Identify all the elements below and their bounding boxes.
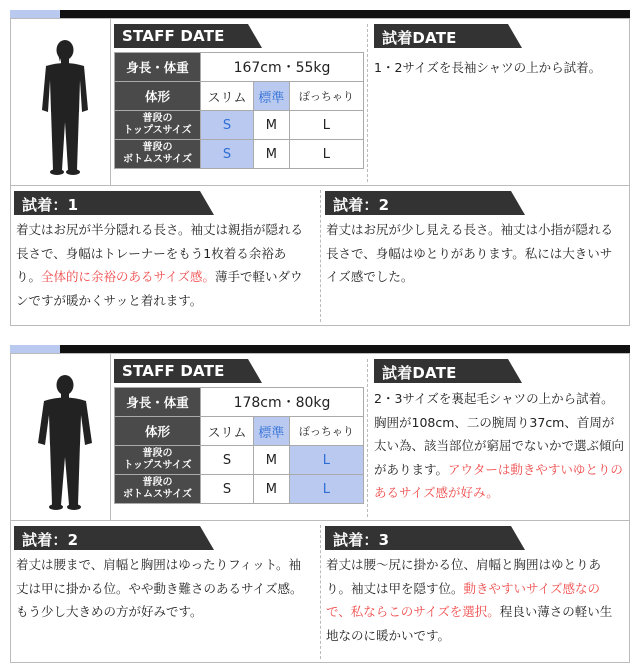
staff-date-header: STAFF DATE <box>114 359 262 383</box>
height-weight-value: 167cm・55kg <box>201 53 364 82</box>
bottoms-size-s: S <box>201 475 254 504</box>
bottoms-size-label: 普段の ボトムスサイズ <box>115 475 201 504</box>
body-type-chubby: ぽっちゃり <box>289 417 363 446</box>
tops-size-s: S <box>201 446 254 475</box>
body-type-label: 体形 <box>115 82 201 111</box>
divider-left <box>110 353 111 521</box>
person-silhouette-icon <box>30 38 100 180</box>
trial-a-text: 着丈はお尻が半分隠れる長さ。袖丈は親指が隠れる長さで、身幅はトレーナーをもう1枚着る余裕あり。全体的に余裕のあるサイズ感。薄手で軽いダウンですが暖かくサッと着れます。 <box>16 222 304 308</box>
body-type-standard: 標準 <box>254 82 290 111</box>
tops-size-s: S <box>201 111 254 140</box>
trial-a-header: 試着：2 <box>14 526 214 550</box>
trial-a-header: 試着：1 <box>14 191 214 215</box>
bottoms-size-l: L <box>289 475 363 504</box>
tops-size-label: 普段の トップスサイズ <box>115 446 201 475</box>
trial-a-text: 着丈は腰まで、肩幅と胸囲はゆったりフィット。袖丈は甲に掛かる位。やや動き難さのあるサイズ感。もう少し大きめの方が好みです。 <box>16 557 303 619</box>
body-type-chubby: ぽっちゃり <box>289 82 363 111</box>
person-silhouette-icon <box>30 373 100 515</box>
body-type-slim: スリム <box>201 82 254 111</box>
fit-date-text: 2・3サイズを裏起毛シャツの上から試着。胸囲が108cm、二の腕周り37cm、首周が太い為、該当部位が窮屈でないかで選ぶ傾向があります。アウターは動きやすいゆとりのあるサイズ感が好み。 <box>374 391 625 500</box>
bottoms-size-s: S <box>201 140 254 169</box>
block-accent <box>10 345 60 353</box>
body-type-slim: スリム <box>201 417 254 446</box>
trial-divider <box>320 525 321 659</box>
fit-date-header: 試着DATE <box>374 359 522 383</box>
body-type-standard: 標準 <box>254 417 290 446</box>
block-top-bar <box>10 345 630 353</box>
block-accent <box>10 10 60 18</box>
staff-review-block-1 <box>10 10 630 326</box>
bottoms-size-m: M <box>254 475 290 504</box>
trial-b-text: 着丈はお尻が少し見える長さ。袖丈は小指が隠れる長さで、身幅はゆとりがあります。私には大きいサイズ感でした。 <box>326 222 614 284</box>
staff-spec-table <box>114 387 364 504</box>
bottoms-size-l: L <box>289 140 363 169</box>
bottoms-size-label: 普段の ボトムスサイズ <box>115 140 201 169</box>
divider-middle <box>367 24 368 182</box>
staff-spec-table <box>114 52 364 169</box>
body-type-label: 体形 <box>115 417 201 446</box>
height-weight-value: 178cm・80kg <box>201 388 364 417</box>
height-weight-label: 身長・体重 <box>115 53 201 82</box>
trial-divider <box>320 190 321 322</box>
height-weight-label: 身長・体重 <box>115 388 201 417</box>
staff-review-block-2 <box>10 345 630 663</box>
trial-b-header: 試着：3 <box>325 526 525 550</box>
staff-date-header: STAFF DATE <box>114 24 262 48</box>
fit-date-text: 1・2サイズを長袖シャツの上から試着。 <box>374 60 602 75</box>
bottoms-size-m: M <box>254 140 290 169</box>
divider-left <box>110 18 111 186</box>
tops-size-m: M <box>254 111 290 140</box>
block-top-bar <box>10 10 630 18</box>
divider-middle <box>367 359 368 517</box>
tops-size-m: M <box>254 446 290 475</box>
trial-b-header: 試着：2 <box>325 191 525 215</box>
tops-size-label: 普段の トップスサイズ <box>115 111 201 140</box>
tops-size-l: L <box>289 446 363 475</box>
tops-size-l: L <box>289 111 363 140</box>
trial-b-text: 着丈は腰〜尻に掛かる位、肩幅と胸囲はゆとりあり。袖丈は甲を隠す位。動きやすいサイズ感なので、私ならこのサイズを選択。程良い薄さの軽い生地なのに暖かいです。 <box>326 557 613 643</box>
fit-date-header: 試着DATE <box>374 24 522 48</box>
